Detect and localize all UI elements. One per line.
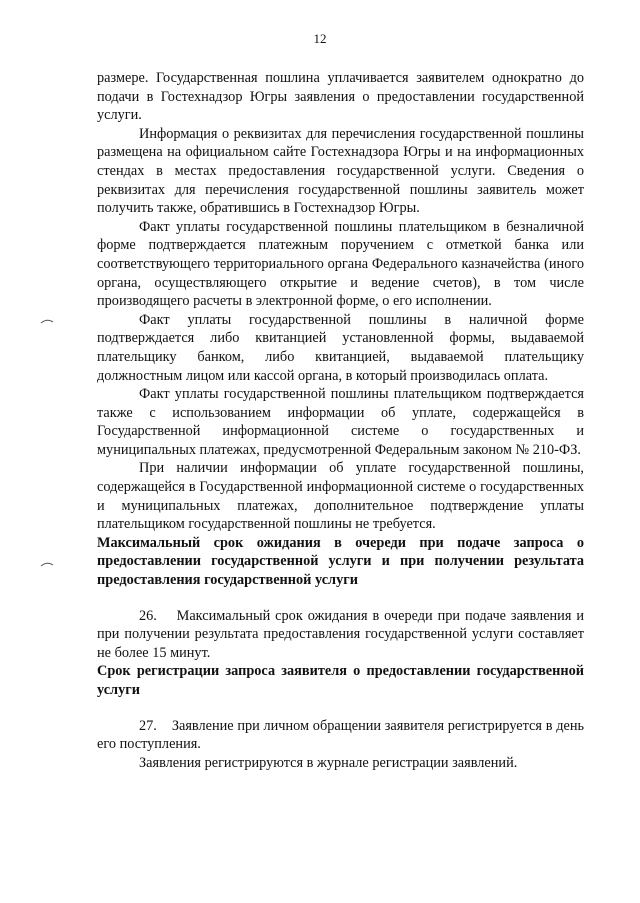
paragraph-gis-payment: Факт уплаты государственной пошлины плательщиком подтверждается также с использованием информации об уплате, содержащейся в Государственной информационной системе о государственных и муниципальных платежах, предусмотренной Федеральным законом № 210-ФЗ. (97, 386, 584, 458)
paragraph-no-confirmation: При наличии информации об уплате государственной пошлины, содержащейся в Государственной информационной системе о государственных и муниципальных платежах, дополнительное подтверждение уплаты плательщиком государственной пошлины не требуется. (97, 460, 584, 533)
clause-27-note: Заявления регистрируются в журнале регистрации заявлений. (139, 754, 518, 771)
section-heading-queue-time: Максимальный срок ожидания в очереди при подаче запроса о предоставлении государственной услуги и при получении результата предоставления государственной услуги (97, 534, 584, 589)
paragraph-fee-details: Информация о реквизитах для перечисления государственной пошлины размещена на официальном сайте Гостехнадзора Югры и на информационных стендах в местах предоставления государственной услуги. Сведения о реквизитах для перечисления государственной пошлины заявитель может получить также, обратившись в Гостехнадзор Югры. (97, 125, 584, 217)
clause-26: 26. Максимальный срок ожидания в очереди при подаче заявления и при получении результата предоставления государственной услуги составляет не более 15 минут. (97, 607, 584, 661)
clause-27: 27. Заявление при личном обращении заявителя регистрируется в день его поступления. (97, 717, 584, 753)
margin-mark (40, 318, 54, 324)
paragraph-fee-payment: размере. Государственная пошлина уплачивается заявителем однократно до подачи в Гостехнадзор Югры заявления о предоставлении государственной услуги. (97, 70, 584, 124)
paragraph-cash-payment: Факт уплаты государственной пошлины в наличной форме подтверждается либо квитанцией установленной формы, выдаваемой плательщику банком, либо квитанцией, выдаваемой плательщику должностным лицом или кассой органа, в который производилась оплата. (97, 311, 584, 384)
document-body (97, 69, 584, 772)
paragraph-cashless-payment: Факт уплаты государственной пошлины плательщиком в безналичной форме подтверждается платежным поручением с отметкой банка или соответствующего территориального органа Федерального казначейства (иного органа, осуществляющего открытие и ведение счетов), в том числе производящего расчеты в электронной форме, о его исполнении. (97, 218, 584, 310)
margin-mark (40, 561, 54, 567)
page-number: 12 (313, 31, 327, 46)
section-heading-registration: Срок регистрации запроса заявителя о предоставлении государственной услуги (97, 663, 584, 698)
